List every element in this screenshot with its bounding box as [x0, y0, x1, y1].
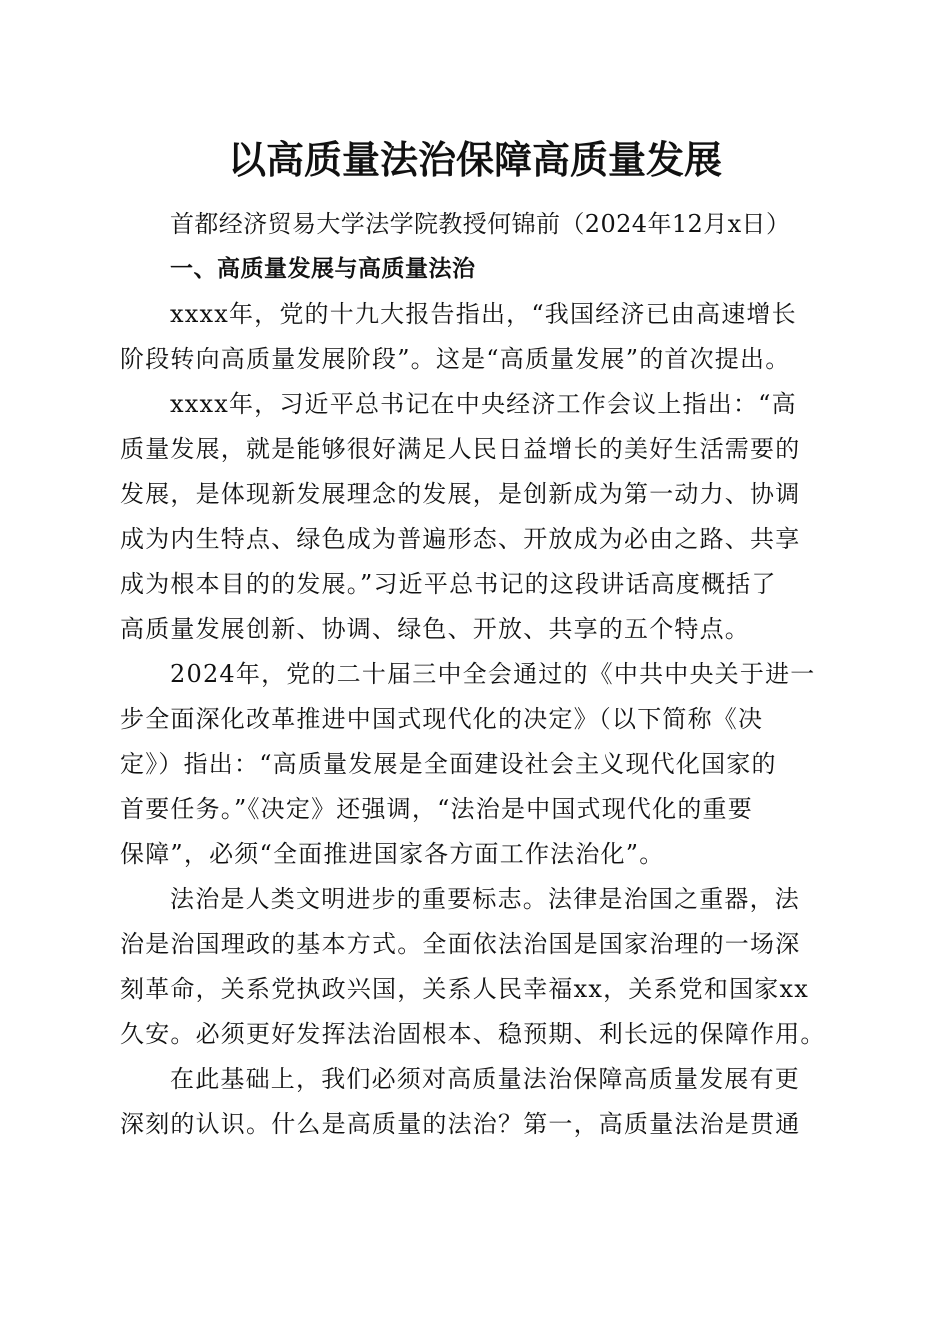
paragraph-line: 阶段转向高质量发展阶段”。这是“高质量发展”的首次提出。 — [120, 345, 791, 373]
paragraph-line: 成为内生特点、绿色成为普遍形态、开放成为必由之路、共享 — [120, 525, 801, 553]
paragraph-line: 高质量发展创新、协调、绿色、开放、共享的五个特点。 — [120, 615, 750, 643]
paragraph-line: 发展，是体现新发展理念的发展，是创新成为第一动力、协调 — [120, 480, 801, 508]
paragraph-line: 刻革命，关系党执政兴国，关系人民幸福xx，关系党和国家xx — [120, 975, 809, 1003]
paragraph-line: 深刻的认识。什么是高质量的法治？第一，高质量法治是贯通 — [120, 1110, 801, 1138]
paragraph-line: 质量发展，就是能够很好满足人民日益增长的美好生活需要的 — [120, 435, 801, 463]
paragraph-line: 首要任务。”《决定》还强调，“法治是中国式现代化的重要 — [120, 795, 753, 823]
paragraph-line: 治是治国理政的基本方式。全面依法治国是国家治理的一场深 — [120, 930, 801, 958]
paragraph-line: 保障”，必须“全面推进国家各方面工作法治化”。 — [120, 840, 665, 868]
paragraph-line: 成为根本目的的发展。”习近平总书记的这段讲话高度概括了 — [120, 570, 777, 598]
paragraph-line: 2024年，党的二十届三中全会通过的《中共中央关于进一 — [170, 660, 816, 688]
paragraph-line: xxxx年，党的十九大报告指出，“我国经济已由高速增长 — [170, 300, 797, 328]
author-line: 首都经济贸易大学法学院教授何锦前（2024年12月x日） — [170, 210, 791, 238]
document-body — [120, 202, 830, 1147]
paragraph-line: 定》）指出：“高质量发展是全面建设社会主义现代化国家的 — [120, 750, 777, 778]
section-heading: 一、高质量发展与高质量法治 — [170, 256, 476, 282]
paragraph-line: 在此基础上，我们必须对高质量法治保障高质量发展有更 — [170, 1065, 800, 1093]
paragraph-line: 步全面深化改革推进中国式现代化的决定》（以下简称《决 — [120, 705, 764, 733]
paragraph-line: 法治是人类文明进步的重要标志。法律是治国之重器，法 — [170, 885, 800, 913]
document-title: 以高质量法治保障高质量发展 — [227, 137, 722, 182]
paragraph-line: xxxx年，习近平总书记在中央经济工作会议上指出：“高 — [170, 390, 797, 418]
paragraph-line: 久安。必须更好发挥法治固根本、稳预期、利长远的保障作用。 — [120, 1020, 826, 1048]
